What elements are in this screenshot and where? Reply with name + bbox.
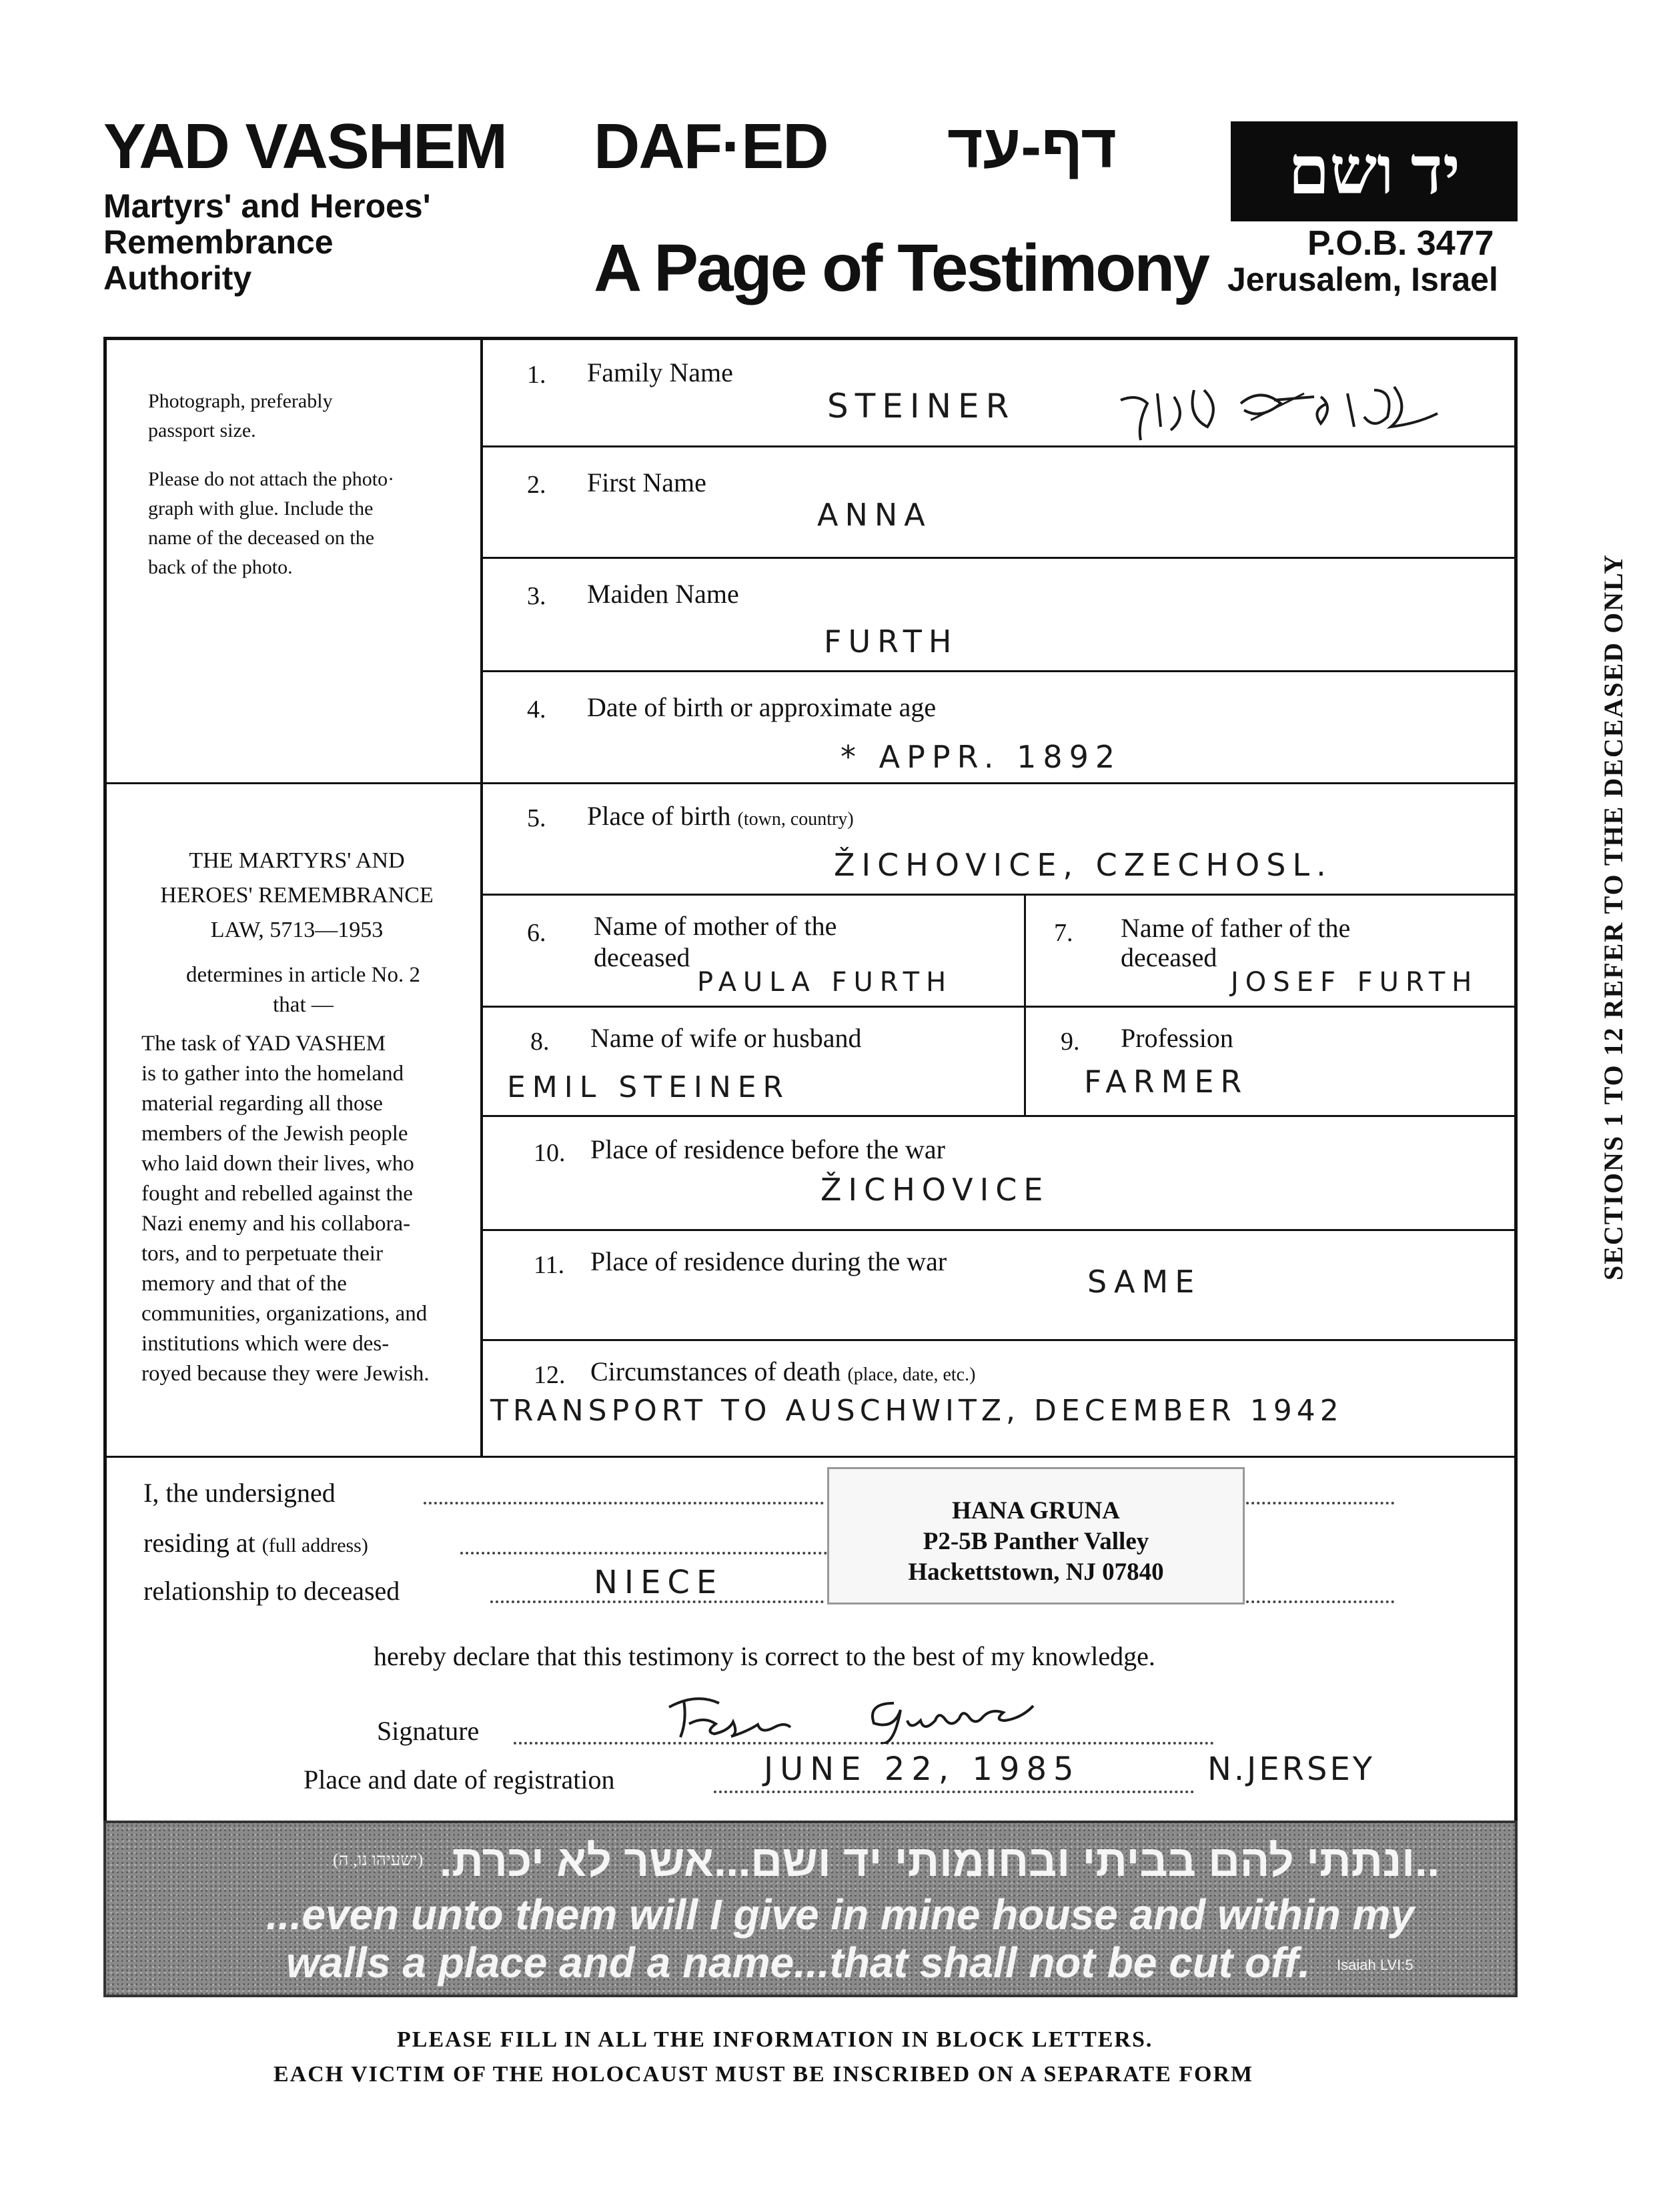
relationship-label: relationship to deceased <box>143 1576 400 1606</box>
law-title <box>130 844 464 948</box>
field-6-label: Name of mother of the <box>594 911 837 941</box>
field-8-label: Name of wife or husband <box>590 1023 862 1053</box>
field-3-label: Maiden Name <box>587 579 739 609</box>
divider <box>480 782 1518 784</box>
registration-place-value[interactable]: N.JERSEY <box>1207 1751 1375 1788</box>
law-text-line: communities, organizations, and <box>141 1302 428 1326</box>
divider <box>480 894 1518 896</box>
law-text-line: members of the Jewish people <box>141 1122 408 1146</box>
law-determines-line: that — <box>273 993 334 1017</box>
residing-label-small: (full address) <box>261 1534 368 1556</box>
org-subtitle <box>103 188 431 296</box>
footer-line-2: EACH VICTIM OF THE HOLOCAUST MUST BE INSCRIBED ON A SEPARATE FORM <box>273 2062 1254 2087</box>
banner-hebrew-verse: ..ונתתי להם בביתי ובחומותי יד ושם...אשר לא יכרת. <box>440 1836 1440 1885</box>
dafed-latin: DAF·ED <box>594 111 828 182</box>
divider <box>480 670 1518 672</box>
field-7-label: Name of father of the <box>1121 913 1351 943</box>
dafed-hebrew: דף-עד <box>947 113 1117 181</box>
place-date-line[interactable] <box>714 1791 1194 1793</box>
divider <box>480 1115 1518 1117</box>
field-9-num: 9. <box>1061 1028 1080 1056</box>
photo-instructions <box>148 465 465 582</box>
residing-line[interactable] <box>460 1552 827 1554</box>
family-name-value[interactable]: STEINER <box>827 387 1016 425</box>
field-2-label: First Name <box>587 467 706 497</box>
banner-english-line-2: walls a place and a name...that shall not be cut off. <box>286 1939 1311 1987</box>
law-text-line: Nazi enemy and his collabora- <box>141 1212 411 1236</box>
org-sub-line: Martyrs' and Heroes' <box>103 187 431 225</box>
registration-date-value[interactable]: JUNE 22, 1985 <box>764 1751 1081 1788</box>
law-text-line: tors, and to perpetuate their <box>141 1242 383 1266</box>
law-text-line: material regarding all those <box>141 1092 383 1116</box>
field-7-label-2: deceased <box>1121 942 1217 972</box>
field-11-num: 11. <box>534 1251 565 1279</box>
divider <box>480 1229 1518 1231</box>
field-12-num: 12. <box>534 1361 566 1389</box>
photo-note <box>148 387 462 445</box>
field-11-label: Place of residence during the war <box>590 1246 947 1276</box>
declaration-text: hereby declare that this testimony is correct to the best of my knowledge. <box>374 1641 1155 1671</box>
divider <box>103 1456 1518 1458</box>
birth-date-value[interactable]: * APPR. 1892 <box>841 739 1122 775</box>
footer-line-1: PLEASE FILL IN ALL THE INFORMATION IN BLOCK LETTERS. <box>397 2027 1153 2052</box>
field-10-num: 10. <box>534 1139 566 1167</box>
death-circumstances-value[interactable]: TRANSPORT TO AUSCHWITZ, DECEMBER 1942 <box>490 1394 1343 1428</box>
law-title-line: THE MARTYRS' AND <box>189 848 405 873</box>
divider <box>480 1339 1518 1341</box>
field-10-label: Place of residence before the war <box>590 1134 945 1164</box>
birth-place-value[interactable]: ŽICHOVICE, CZECHOSL. <box>834 847 1333 883</box>
law-text-line: is to gather into the homeland <box>141 1062 404 1086</box>
law-text-line: The task of YAD VASHEM <box>141 1032 386 1056</box>
scripture-banner <box>103 1821 1518 1997</box>
undersigned-line[interactable] <box>424 1502 824 1504</box>
field-7-num: 7. <box>1054 919 1073 947</box>
residing-label <box>143 1527 368 1558</box>
city: Jerusalem, Israel <box>1227 261 1498 298</box>
field-4-label: Date of birth or approximate age <box>587 692 937 722</box>
field-6-label-2: deceased <box>594 942 690 972</box>
address-stamp <box>827 1467 1245 1604</box>
residence-during-value[interactable]: SAME <box>1087 1264 1201 1300</box>
field-5-label-small: (town, country) <box>737 809 854 830</box>
divider <box>480 1006 1518 1008</box>
banner-english-line-1: ...even unto them will I give in mine house and within my <box>266 1891 1415 1939</box>
law-text-line: who laid down their lives, who <box>141 1152 414 1176</box>
law-determines <box>141 960 465 1020</box>
law-text-line: fought and rebelled against the <box>141 1182 413 1206</box>
relationship-line[interactable] <box>1241 1600 1394 1603</box>
yad-vashem-logo: יד ושם <box>1231 121 1518 221</box>
field-8-num: 8. <box>530 1028 550 1056</box>
field-2-num: 2. <box>527 471 546 499</box>
stamp-line: P2-5B Panther Valley <box>923 1528 1149 1555</box>
banner-english-ref: Isaiah LVI:5 <box>1337 1957 1414 1973</box>
residing-label-text: residing at <box>143 1528 255 1558</box>
maiden-name-value[interactable]: FURTH <box>824 624 959 660</box>
field-6-num: 6. <box>527 919 546 947</box>
handwritten-hebrew-annotation <box>1107 380 1468 443</box>
field-5-num: 5. <box>527 804 546 832</box>
law-determines-line: determines in article No. 2 <box>186 963 420 987</box>
law-title-line: LAW, 5713—1953 <box>210 918 384 942</box>
field-3-num: 3. <box>527 582 546 610</box>
divider <box>103 782 482 784</box>
photo-instruction-line: Please do not attach the photo· <box>148 468 395 490</box>
stamp-line: Hackettstown, NJ 07840 <box>908 1558 1164 1586</box>
spouse-name-value[interactable]: EMIL STEINER <box>507 1070 790 1104</box>
divider <box>1024 894 1026 1115</box>
field-1-label: Family Name <box>587 357 733 387</box>
field-5-label <box>587 800 854 832</box>
divider <box>480 557 1518 559</box>
photo-instruction-line: graph with glue. Include the <box>148 497 374 519</box>
mother-name-value[interactable]: PAULA FURTH <box>697 967 953 998</box>
field-12-label-text: Circumstances of death <box>590 1356 841 1386</box>
first-name-value[interactable]: ANNA <box>817 497 932 533</box>
org-sub-line: Authority <box>103 259 252 297</box>
place-date-label: Place and date of registration <box>304 1765 615 1795</box>
stamp-line: HANA GRUNA <box>952 1497 1120 1524</box>
law-title-line: HEROES' REMEMBRANCE <box>160 883 434 908</box>
page-title: A Page of Testimony <box>594 231 1208 305</box>
po-box: P.O.B. 3477 <box>1307 224 1494 263</box>
org-sub-line: Remembrance <box>103 223 334 261</box>
field-1-num: 1. <box>527 361 546 389</box>
photo-instruction-line: name of the deceased on the <box>148 527 375 549</box>
relationship-value[interactable]: NIECE <box>594 1564 724 1601</box>
father-name-value[interactable]: JOSEF FURTH <box>1231 967 1479 998</box>
profession-value[interactable]: FARMER <box>1084 1064 1249 1100</box>
field-9-label: Profession <box>1121 1023 1233 1053</box>
law-text-line: royed because they were Jewish. <box>141 1362 430 1386</box>
handwritten-signature[interactable] <box>664 1687 1091 1744</box>
signature-label: Signature <box>377 1716 480 1746</box>
side-note: SECTIONS 1 TO 12 REFER TO THE DECEASED ONLY <box>1598 553 1628 1280</box>
field-4-num: 4. <box>527 696 546 724</box>
residence-before-value[interactable]: ŽICHOVICE <box>820 1172 1050 1208</box>
undersigned-line[interactable] <box>1241 1502 1394 1504</box>
photo-note-line: Photograph, preferably <box>148 390 333 412</box>
banner-hebrew-ref: (ישעיהו נו, ה) <box>333 1850 424 1869</box>
photo-instruction-line: back of the photo. <box>148 556 293 578</box>
field-12-label-small: (place, date, etc.) <box>847 1364 976 1385</box>
photo-note-line: passport size. <box>148 419 256 441</box>
org-name: YAD VASHEM <box>103 111 507 182</box>
divider <box>480 337 483 1457</box>
field-12-label <box>590 1356 975 1387</box>
field-5-label-text: Place of birth <box>587 801 731 831</box>
undersigned-label: I, the undersigned <box>143 1478 336 1508</box>
law-text <box>141 1029 465 1389</box>
divider <box>480 445 1518 447</box>
law-text-line: institutions which were des- <box>141 1332 390 1356</box>
law-text-line: memory and that of the <box>141 1272 347 1296</box>
